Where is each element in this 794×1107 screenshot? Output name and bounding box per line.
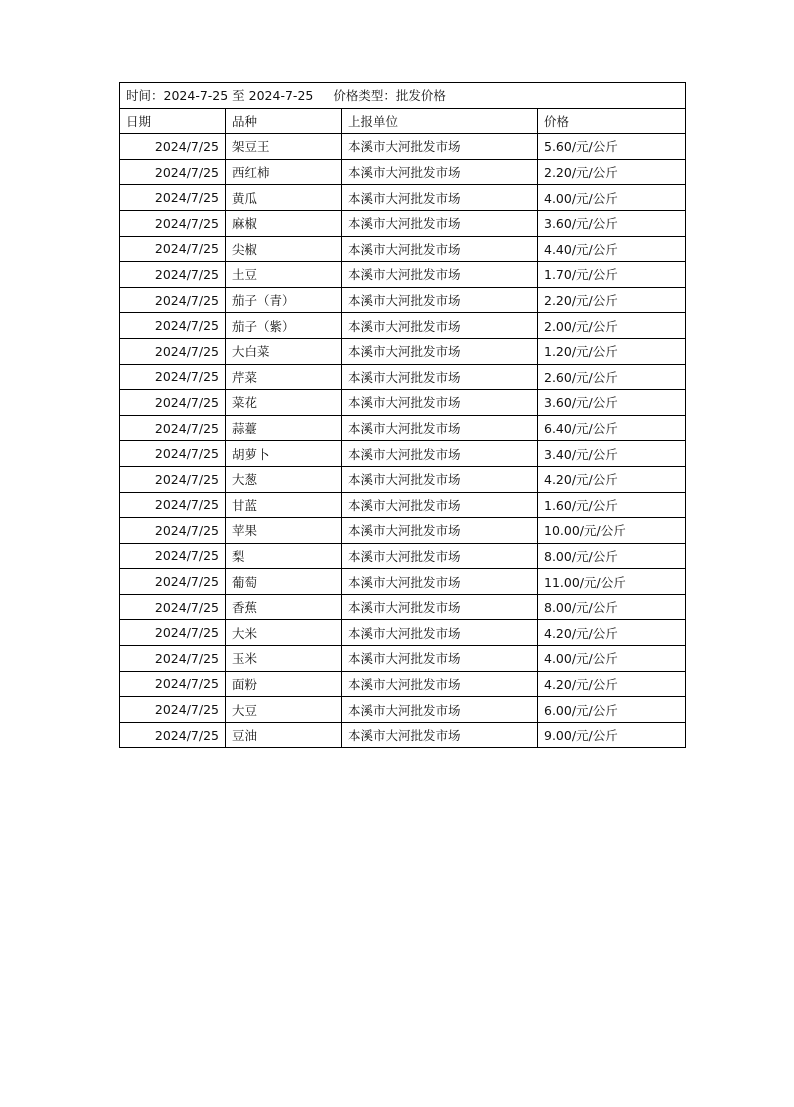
table-row	[120, 390, 686, 416]
date-cell: 2024/7/25	[120, 441, 226, 467]
variety-cell: 葡萄	[226, 569, 342, 595]
price-cell: 8.00/元/公斤	[538, 543, 686, 569]
variety-cell: 大白菜	[226, 338, 342, 364]
date-cell: 2024/7/25	[120, 646, 226, 672]
reporter-cell: 本溪市大河批发市场	[342, 185, 538, 211]
variety-cell: 大葱	[226, 466, 342, 492]
price-cell: 2.60/元/公斤	[538, 364, 686, 390]
price-cell: 3.60/元/公斤	[538, 390, 686, 416]
date-cell: 2024/7/25	[120, 594, 226, 620]
table-row	[120, 466, 686, 492]
filter-header-row	[120, 83, 686, 109]
price-cell: 4.20/元/公斤	[538, 671, 686, 697]
date-cell: 2024/7/25	[120, 159, 226, 185]
variety-cell: 苹果	[226, 518, 342, 544]
reporter-cell: 本溪市大河批发市场	[342, 441, 538, 467]
table-row	[120, 415, 686, 441]
date-cell: 2024/7/25	[120, 492, 226, 518]
date-cell: 2024/7/25	[120, 722, 226, 748]
date-cell: 2024/7/25	[120, 671, 226, 697]
price-cell: 6.40/元/公斤	[538, 415, 686, 441]
reporter-cell: 本溪市大河批发市场	[342, 646, 538, 672]
date-cell: 2024/7/25	[120, 415, 226, 441]
reporter-cell: 本溪市大河批发市场	[342, 620, 538, 646]
date-cell: 2024/7/25	[120, 262, 226, 288]
reporter-cell: 本溪市大河批发市场	[342, 415, 538, 441]
reporter-cell: 本溪市大河批发市场	[342, 134, 538, 160]
time-range: 2024-7-25 至 2024-7-25	[163, 88, 314, 104]
date-cell: 2024/7/25	[120, 569, 226, 595]
price-cell: 1.60/元/公斤	[538, 492, 686, 518]
date-cell: 2024/7/25	[120, 543, 226, 569]
price-cell: 4.20/元/公斤	[538, 466, 686, 492]
price-cell: 4.20/元/公斤	[538, 620, 686, 646]
table-row	[120, 620, 686, 646]
price-cell: 5.60/元/公斤	[538, 134, 686, 160]
price-cell: 2.20/元/公斤	[538, 287, 686, 313]
table-row	[120, 646, 686, 672]
table-row	[120, 287, 686, 313]
filter-header	[120, 83, 686, 109]
table-row	[120, 262, 686, 288]
variety-cell: 茄子（紫）	[226, 313, 342, 339]
variety-cell: 胡萝卜	[226, 441, 342, 467]
reporter-cell: 本溪市大河批发市场	[342, 159, 538, 185]
variety-cell: 麻椒	[226, 210, 342, 236]
date-cell: 2024/7/25	[120, 620, 226, 646]
table-row	[120, 338, 686, 364]
table-row	[120, 569, 686, 595]
date-cell: 2024/7/25	[120, 134, 226, 160]
reporter-cell: 本溪市大河批发市场	[342, 518, 538, 544]
reporter-cell: 本溪市大河批发市场	[342, 594, 538, 620]
reporter-cell: 本溪市大河批发市场	[342, 287, 538, 313]
date-cell: 2024/7/25	[120, 236, 226, 262]
column-header-variety: 品种	[226, 108, 342, 134]
date-cell: 2024/7/25	[120, 210, 226, 236]
date-cell: 2024/7/25	[120, 390, 226, 416]
price-cell: 1.20/元/公斤	[538, 338, 686, 364]
reporter-cell: 本溪市大河批发市场	[342, 697, 538, 723]
variety-cell: 土豆	[226, 262, 342, 288]
table-row	[120, 159, 686, 185]
reporter-cell: 本溪市大河批发市场	[342, 466, 538, 492]
table-row	[120, 671, 686, 697]
variety-cell: 架豆王	[226, 134, 342, 160]
reporter-cell: 本溪市大河批发市场	[342, 671, 538, 697]
table-row	[120, 185, 686, 211]
price-cell: 4.00/元/公斤	[538, 646, 686, 672]
table-row	[120, 543, 686, 569]
column-header-date: 日期	[120, 108, 226, 134]
variety-cell: 梨	[226, 543, 342, 569]
reporter-cell: 本溪市大河批发市场	[342, 492, 538, 518]
date-cell: 2024/7/25	[120, 185, 226, 211]
price-cell: 9.00/元/公斤	[538, 722, 686, 748]
price-cell: 6.00/元/公斤	[538, 697, 686, 723]
variety-cell: 大豆	[226, 697, 342, 723]
date-cell: 2024/7/25	[120, 466, 226, 492]
table-row	[120, 518, 686, 544]
price-cell: 3.60/元/公斤	[538, 210, 686, 236]
variety-cell: 玉米	[226, 646, 342, 672]
table-body	[120, 134, 686, 748]
date-cell: 2024/7/25	[120, 697, 226, 723]
reporter-cell: 本溪市大河批发市场	[342, 338, 538, 364]
reporter-cell: 本溪市大河批发市场	[342, 313, 538, 339]
price-type-value: 批发价格	[395, 88, 446, 104]
price-cell: 4.00/元/公斤	[538, 185, 686, 211]
column-header-reporter: 上报单位	[342, 108, 538, 134]
price-cell: 10.00/元/公斤	[538, 518, 686, 544]
table-row	[120, 441, 686, 467]
reporter-cell: 本溪市大河批发市场	[342, 210, 538, 236]
table-row	[120, 722, 686, 748]
price-cell: 3.40/元/公斤	[538, 441, 686, 467]
column-header-row	[120, 108, 686, 134]
reporter-cell: 本溪市大河批发市场	[342, 722, 538, 748]
time-label: 时间：	[126, 88, 164, 104]
variety-cell: 菜花	[226, 390, 342, 416]
date-cell: 2024/7/25	[120, 518, 226, 544]
variety-cell: 面粉	[226, 671, 342, 697]
variety-cell: 黄瓜	[226, 185, 342, 211]
variety-cell: 茄子（青）	[226, 287, 342, 313]
table-row	[120, 313, 686, 339]
date-cell: 2024/7/25	[120, 287, 226, 313]
reporter-cell: 本溪市大河批发市场	[342, 364, 538, 390]
date-cell: 2024/7/25	[120, 313, 226, 339]
table-row	[120, 236, 686, 262]
price-cell: 4.40/元/公斤	[538, 236, 686, 262]
table-row	[120, 364, 686, 390]
table-row	[120, 697, 686, 723]
table-row	[120, 492, 686, 518]
table-row	[120, 210, 686, 236]
variety-cell: 芹菜	[226, 364, 342, 390]
price-cell: 1.70/元/公斤	[538, 262, 686, 288]
variety-cell: 蒜薹	[226, 415, 342, 441]
variety-cell: 甘蓝	[226, 492, 342, 518]
reporter-cell: 本溪市大河批发市场	[342, 390, 538, 416]
price-table	[119, 82, 686, 748]
price-cell: 11.00/元/公斤	[538, 569, 686, 595]
table-row	[120, 594, 686, 620]
variety-cell: 大米	[226, 620, 342, 646]
price-type-label: 价格类型：	[333, 88, 396, 104]
date-cell: 2024/7/25	[120, 364, 226, 390]
column-header-price: 价格	[538, 108, 686, 134]
reporter-cell: 本溪市大河批发市场	[342, 262, 538, 288]
price-cell: 2.00/元/公斤	[538, 313, 686, 339]
reporter-cell: 本溪市大河批发市场	[342, 236, 538, 262]
variety-cell: 尖椒	[226, 236, 342, 262]
reporter-cell: 本溪市大河批发市场	[342, 569, 538, 595]
variety-cell: 香蕉	[226, 594, 342, 620]
price-report-sheet	[119, 82, 685, 748]
date-cell: 2024/7/25	[120, 338, 226, 364]
price-cell: 2.20/元/公斤	[538, 159, 686, 185]
variety-cell: 豆油	[226, 722, 342, 748]
price-cell: 8.00/元/公斤	[538, 594, 686, 620]
reporter-cell: 本溪市大河批发市场	[342, 543, 538, 569]
table-row	[120, 134, 686, 160]
variety-cell: 西红柿	[226, 159, 342, 185]
